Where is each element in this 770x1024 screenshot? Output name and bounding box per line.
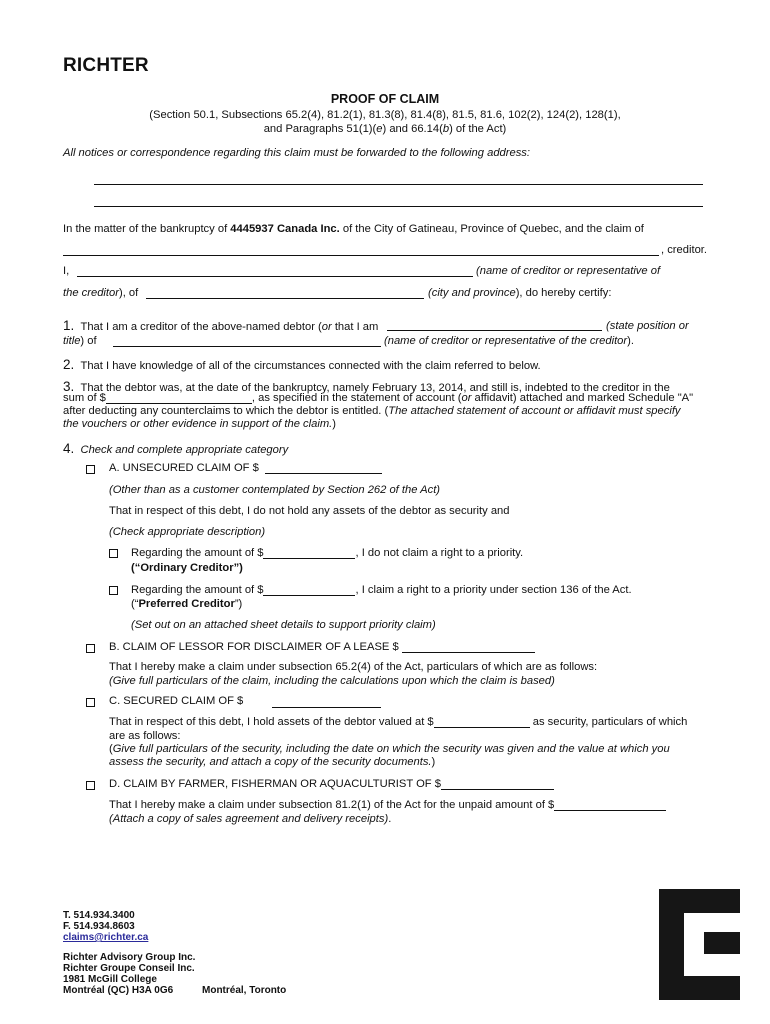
item-3-text: affidavit) attached and marked Schedule "A" (471, 392, 694, 404)
cat-c-line (109, 716, 687, 728)
preferred-line (131, 584, 632, 596)
footer-city: Montréal (QC) H3A 0G6 (63, 985, 174, 996)
item-2 (63, 357, 541, 372)
address-line-1[interactable] (94, 184, 703, 185)
cat-c-open: ( (109, 743, 113, 755)
item-3-line-2 (63, 392, 693, 404)
certify-of: ), of (118, 287, 139, 299)
cat-c-note-1 (109, 743, 670, 755)
item-3-italic: the vouchers or other evidence in support of the claim. (63, 418, 333, 430)
position-hint: (state position or (606, 320, 689, 332)
cat-d-period: . (388, 813, 392, 825)
item-3-text: after deducting any counterclaims to which the debtor is entitled. ( (63, 405, 389, 417)
cat-c-note-2 (109, 756, 435, 768)
footer-company-1: Richter Advisory Group Inc. (63, 952, 196, 963)
creditor-name-line[interactable] (63, 255, 659, 256)
footer-fax: F. 514.934.8603 (63, 921, 135, 932)
cat-c-text: That in respect of this debt, I hold assets of the debtor valued at $ (109, 716, 434, 728)
footer-company-2: Richter Groupe Conseil Inc. (63, 963, 195, 974)
subtitle-text: and Paragraphs 51(1)( (263, 123, 377, 135)
sum-label: sum of $ (63, 392, 106, 404)
matter-line (63, 223, 644, 235)
checkbox-secured[interactable] (86, 698, 95, 707)
representative-hint: (name of creditor or representative of (476, 265, 661, 277)
item-3-or: or (461, 392, 472, 404)
assets-value-field[interactable] (434, 716, 530, 728)
cat-b-note: (Give full particulars of the claim, including the calculations upon which the claim is based) (109, 675, 555, 687)
cat-a-check-desc: (Check appropriate description) (109, 526, 266, 538)
footer-contact (63, 910, 148, 943)
representative-name-line[interactable] (77, 276, 473, 277)
item-4 (63, 441, 288, 456)
item-number: 3. (63, 379, 75, 394)
address-line-2[interactable] (94, 206, 703, 207)
footer-street: 1981 McGill College (63, 974, 157, 985)
cat-b-text: B. CLAIM OF LESSOR FOR DISCLAIMER OF A LEASE $ (109, 641, 399, 653)
creditor-label: , creditor. (661, 244, 708, 256)
preferred-name: Preferred Creditor (138, 598, 235, 610)
preferred-open: (“ (131, 598, 139, 610)
ordinary-text: Regarding the amount of $ (131, 547, 264, 559)
footer-offices: Montréal, Toronto (202, 985, 287, 996)
cat-d-line (109, 799, 666, 811)
city-province-line[interactable] (146, 298, 424, 299)
checkbox-preferred[interactable] (109, 586, 118, 595)
cat-a-set-out: (Set out on an attached sheet details to support priority claim) (131, 619, 436, 631)
checkbox-lessor[interactable] (86, 644, 95, 653)
item-number: 1. (63, 318, 75, 333)
subtitle-italic: e (376, 123, 383, 135)
item-3-line-4 (63, 418, 336, 430)
preferred-amount-field[interactable] (263, 584, 355, 596)
item-1-text-b: that I am (331, 321, 379, 333)
cat-c-line-2: are as follows: (109, 730, 181, 742)
item-3-italic: The attached statement of account or affidavit must specify (388, 405, 681, 417)
certify-city (428, 287, 611, 299)
creditor-rep-line[interactable] (113, 346, 381, 347)
sum-amount-field[interactable] (106, 392, 252, 404)
preferred-text: Regarding the amount of $ (131, 584, 264, 596)
mark-bar-middle (704, 932, 740, 954)
subtitle-line-1: (Section 50.1, Subsections 65.2(4), 81.2(1), 81.3(8), 81.4(8), 81.5, 81.6, 102(2), 124(2), 128(1), (149, 109, 621, 121)
cat-d-note (109, 813, 391, 825)
subtitle-text: ) and 66.14( (382, 123, 443, 135)
item-1-or: or (321, 321, 332, 333)
checkbox-ordinary[interactable] (109, 549, 118, 558)
item-3-text: , as specified in the statement of account ( (251, 392, 462, 404)
cat-a-label (109, 462, 382, 474)
form-subtitle (0, 108, 770, 136)
unsecured-amount-field[interactable] (265, 462, 382, 474)
lessor-amount-field[interactable] (402, 641, 535, 653)
creditor-rep-hint: (name of creditor or representative of the creditor (384, 335, 628, 347)
ordinary-creditor-label: (“Ordinary Creditor”) (131, 562, 243, 574)
subtitle-text: ) of the Act) (449, 123, 507, 135)
richter-logo: RICHTER (63, 55, 149, 76)
matter-suffix: of the City of Gatineau, Province of Quebec, and the claim of (339, 223, 644, 235)
item-number: 4. (63, 441, 75, 456)
secured-amount-field[interactable] (272, 707, 381, 708)
certify-line-2 (63, 287, 138, 299)
item-number: 2. (63, 357, 75, 372)
item-3-text: That the debtor was, at the date of the bankruptcy, namely February 13, 2014, and still is, indebted to the creditor in the (80, 382, 670, 394)
footer-phone: T. 514.934.3400 (63, 910, 135, 921)
notice-text: All notices or correspondence regarding this claim must be forwarded to the following address: (63, 147, 531, 159)
item-1-line-1 (63, 318, 378, 333)
cat-c-italic: Give full particulars of the security, including the date on which the security was given and the value at which you (112, 743, 670, 755)
ordinary-text-b: , I do not claim a right to a priority. (355, 547, 524, 559)
checkbox-farmer[interactable] (86, 781, 95, 790)
ordinary-amount-field[interactable] (263, 547, 355, 559)
cat-d-text: D. CLAIM BY FARMER, FISHERMAN OR AQUACULTURIST OF $ (109, 778, 441, 790)
checkbox-unsecured[interactable] (86, 465, 95, 474)
item-3-line-3 (63, 405, 681, 417)
item-1-of: ) of (80, 335, 97, 347)
certify-end: ), do hereby certify: (515, 287, 612, 299)
item-3-text: ) (332, 418, 337, 430)
cat-c-label: C. SECURED CLAIM OF $ (109, 695, 244, 707)
subtitle-line-2 (0, 122, 770, 136)
footer-email-link[interactable]: claims@richter.ca (63, 932, 149, 943)
position-line[interactable] (387, 330, 602, 331)
item-1-end: ). (627, 335, 634, 347)
farmer-amount-field[interactable] (441, 778, 554, 790)
preferred-close: ”) (234, 598, 243, 610)
title-hint: title (63, 335, 81, 347)
cat-c-italic: assess the security, and attach a copy of the security documents. (109, 756, 432, 768)
matter-prefix: In the matter of the bankruptcy of (63, 223, 231, 235)
item-2-text: That I have knowledge of all of the circumstances connected with the claim referred to below. (80, 360, 541, 372)
item-1-text: That I am a creditor of the above-named debtor ( (80, 321, 322, 333)
form-title: PROOF OF CLAIM (330, 92, 440, 106)
item-1-line-2 (63, 335, 97, 347)
preferred-creditor-label (131, 598, 242, 610)
cat-c-close: ) (431, 756, 436, 768)
city-hint: (city and province (428, 287, 516, 299)
ordinary-line (131, 547, 523, 559)
cat-c-text-b: as security, particulars of which (529, 716, 688, 728)
subtitle-italic: b (442, 123, 450, 135)
item-4-text: Check and complete appropriate category (80, 444, 289, 456)
cat-d-label (109, 778, 554, 790)
cat-a-text: A. UNSECURED CLAIM OF $ (109, 462, 259, 474)
unpaid-amount-field[interactable] (554, 799, 666, 811)
cat-d-text: That I hereby make a claim under subsection 81.2(1) of the Act for the unpaid amount of $ (109, 799, 555, 811)
cat-a-line: That in respect of this debt, I do not hold any assets of the debtor as security and (109, 505, 510, 517)
item-1-hint-2 (384, 335, 634, 347)
mark-bar-top (659, 889, 740, 913)
footer-address (63, 952, 195, 996)
cat-b-line: That I hereby make a claim under subsection 65.2(4) of the Act, particulars of which are as follows: (109, 661, 598, 673)
cat-a-note: (Other than as a customer contemplated by Section 262 of the Act) (109, 484, 441, 496)
mark-bar-bottom (659, 976, 740, 1000)
creditor-hint: the creditor (63, 287, 119, 299)
debtor-name: 4445937 Canada Inc. (230, 223, 340, 235)
certify-i: I, (63, 265, 70, 277)
cat-d-italic: (Attach a copy of sales agreement and delivery receipts) (109, 813, 389, 825)
preferred-text-b: , I claim a right to a priority under section 136 of the Act. (355, 584, 632, 596)
cat-b-label (109, 641, 535, 653)
